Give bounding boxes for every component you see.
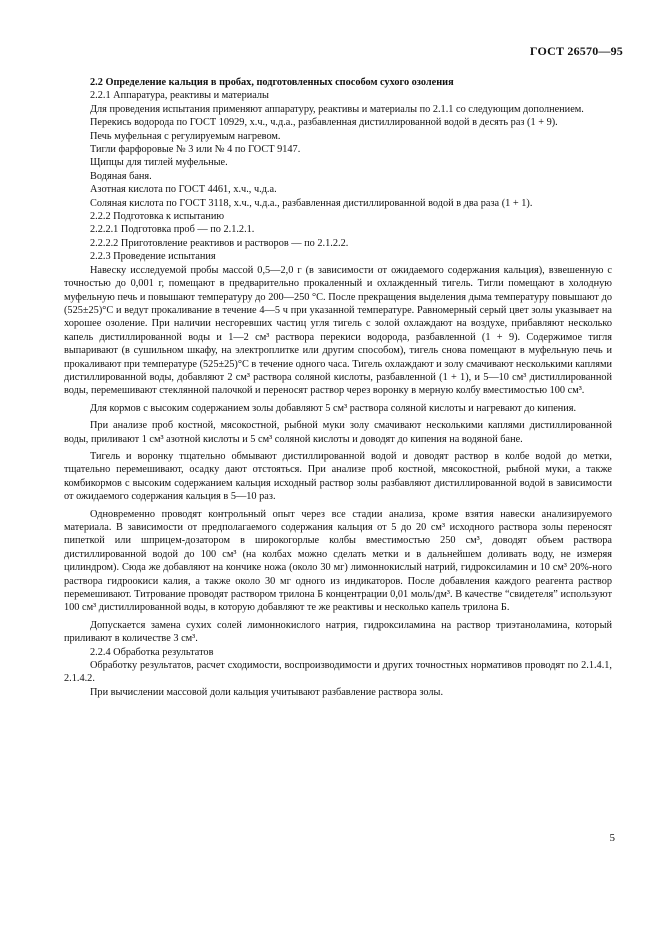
paragraph: 2.2.1 Аппаратура, реактивы и материалы — [90, 90, 269, 102]
paragraph: Перекись водорода по ГОСТ 10929, х.ч., ч.д.а., разбавленная дистиллированной водой в десять раз (1 + 9). — [90, 117, 558, 129]
paragraph: 2.2.2 Подготовка к испытанию — [90, 211, 225, 223]
paragraph: Обработку результатов, расчет сходимости, воспроизводимости и других точностных нормативов проводят по 2.1.4.1, 2.1.4.2. — [64, 660, 612, 685]
paragraph: Для кормов с высоким содержанием золы добавляют 5 см³ раствора соляной кислоты и нагревают до кипения. — [90, 402, 577, 414]
paragraph: Соляная кислота по ГОСТ 3118, х.ч., ч.д.а., разбавленная дистиллированной водой в два раза (1 + 1). — [90, 197, 533, 209]
paragraph: Тигли фарфоровые № 3 или № 4 по ГОСТ 9147. — [90, 144, 301, 156]
paragraph: Азотная кислота по ГОСТ 4461, х.ч., ч.д.а. — [90, 184, 277, 196]
paragraph: При вычислении массовой доли кальция учитывают разбавление раствора золы. — [90, 686, 444, 698]
section-heading: 2.2 Определение кальция в пробах, подготовленных способом сухого озоления — [90, 77, 454, 88]
page-number: 5 — [609, 832, 615, 844]
document-header: ГОСТ 26570—95 — [529, 44, 623, 58]
paragraph: Навеску исследуемой пробы массой 0,5—2,0 г (в зависимости от ожидаемого содержания кальция), взвешенную с точностью до 0,001 г, помещают в предварительно прокаленный и охлажденный тигель. Тигли помещают в холодную муфельную печь и повышают температуру до 200—250 °С. После прекращения выделения дыма температуру повышают до (525±25)°С и ведут прокаливание в течение 4—5 ч при указанной температуре. Равномерный серый цвет золы указывает на хорошее озоление. При наличии несгоревших частиц угля тигель с золой охлаждают на воздухе, прибавляют несколько капель дистиллированной воды и 1—2 см³ раствора перекиси водорода, разбавленной (1 + 9). Содержимое тигля выпаривают (в сушильном шкафу, на электроплитке или другим способом), тигель снова помещают в муфельную печь и прокаливают при температуре (525±25)°С в течение одного часа. Тигель охлаждают и золу смачивают несколькими каплями дистиллированной воды, добавляют 2 см³ раствора соляной кислоты, разбавленной (1 + 1), и 5—10 см³ дистиллированной воды, перемешивают стеклянной палочкой и переносят раствор через воронку в мерную колбу вместимостью 100 см³. — [64, 264, 612, 397]
paragraph: Щипцы для тиглей муфельные. — [90, 157, 228, 169]
paragraph: Допускается замена сухих солей лимоннокислого натрия, гидроксиламина на раствор триэтаноламина, который приливают в количестве 3 см³. — [64, 619, 612, 645]
paragraph: Тигель и воронку тщательно обмывают дистиллированной водой и доводят раствор в колбе водой до метки, тщательно перемешивают, осадку дают отстояться. При анализе проб костной, мясокостной, рыбной муки, а также комбикормов с высоким содержанием кальция исходный раствор золы разбавляют дистиллированной водой в зависимости от ожидаемого содержания кальция в 5—10 раз. — [64, 450, 612, 503]
paragraph: 2.2.4 Обработка результатов — [90, 646, 214, 658]
paragraph: 2.2.3 Проведение испытания — [90, 251, 216, 263]
paragraph: 2.2.2.2 Приготовление реактивов и растворов — по 2.1.2.2. — [90, 237, 349, 249]
paragraph: Одновременно проводят контрольный опыт через все стадии анализа, кроме взятия навески анализируемого материала. В зависимости от предполагаемого содержания кальция от 5 до 20 см³ исходного раствора золы переносят пипеткой или шприцем-дозатором в широкогорлые колбы вместимостью 250 см³, доводят объем раствора дистиллированной водой до 100 см³ (на колбах можно сделать метки и в дальнейшем доливать воду, не измеряя цилиндром). Сюда же добавляют на кончике ножа (около 30 мг) лимоннокислый натрий, гидроксиламин и 10 см³ 20%-ного раствора гидроокиси калия, а также около 30 мг одного из индикаторов. После добавления каждого реагента раствор перемешивают. Титрование проводят раствором трилона Б концентрации 0,01 моль/дм³. В качестве “свидетеля” используют 100 см³ дистиллированной воды, в которую добавляют те же реактивы и несколько капель трилона Б. — [64, 508, 612, 614]
paragraph: При анализе проб костной, мясокостной, рыбной муки золу смачивают несколькими каплями дистиллированной воды, приливают 1 см³ азотной кислоты и 5 см³ соляной кислоты и доводят до кипения на водяной бане. — [64, 420, 612, 445]
paragraph: Для проведения испытания применяют аппаратуру, реактивы и материалы по 2.1.1 со следующим дополнением. — [90, 103, 584, 115]
paragraph: Печь муфельная с регулируемым нагревом. — [90, 130, 281, 142]
document-body — [64, 76, 612, 699]
paragraph: Водяная баня. — [90, 170, 152, 182]
paragraph: 2.2.2.1 Подготовка проб — по 2.1.2.1. — [90, 224, 255, 236]
